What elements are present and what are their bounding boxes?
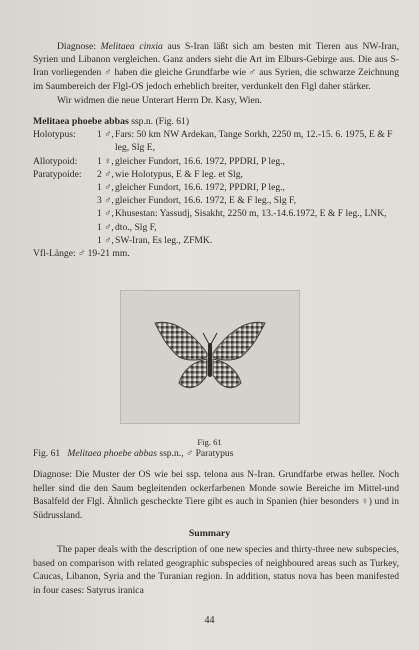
intro-diagnose-text: aus S-Iran läßt sich am besten mit Tieren aus NW-Iran, Syrien und Libanon vergleichen. Ganz anders sieht die Art im Elburs-Gebirge aus. Die aus S-Iran vorliegenden ♂ haben die gleiche Grundfarbe wie ♂ aus Syrien, die schwarze Zeichnung im Saumbereich der Flgl-OS jedoch erheblich breiter, verdunkelt den Flgl daher stärker. — [33, 41, 399, 92]
type-row-label: Allotypoid: — [33, 155, 78, 167]
type-row-text: SW-Iran, Es leg., ZFMK. — [115, 234, 213, 246]
butterfly-illustration — [121, 291, 299, 423]
type-row-count: 1 ♂, — [97, 182, 114, 194]
type-row-count: 1 ♂, — [97, 221, 114, 233]
type-table — [33, 128, 399, 247]
type-row-text: gleicher Fundort, 16.6. 1972, PPDRI, P leg., — [115, 182, 285, 194]
type-row-text: dto., Slg F, — [115, 221, 157, 233]
type-row — [33, 168, 399, 181]
type-row-label — [33, 194, 97, 207]
type-row-text: gleicher Fundort, 16.6. 1972, PPDRI, P leg., — [115, 155, 285, 167]
type-row-text: Fars: 50 km NW Ardekan, Tange Sorkh, 2250 m, 12.-15. 6. 1975, E & F leg, Slg E, — [115, 129, 393, 154]
summary-title: Summary — [188, 528, 231, 539]
summary-text: The paper deals with the description of one new species and thirty-three new subspecies, based on comparison with related geographic subspecies of neighboured areas such as Turkey, Caucas, Libanon, Syria and the Turanian region. In addition, status nova has been manifested in four cases: Satyrus iranica — [33, 544, 399, 596]
type-row-label: Paratypoide: — [33, 168, 82, 180]
figure-label: Fig. 61 — [197, 437, 222, 447]
figure-caption — [33, 448, 399, 459]
intro-diagnose — [33, 40, 399, 93]
vfl-length: Vfl-Länge: ♂ 19-21 mm. — [33, 248, 130, 260]
type-row-text: wie Holotypus, E & F leg. et Slg, — [115, 168, 243, 180]
type-row — [33, 128, 399, 154]
caption-prefix: Fig. 61 — [33, 448, 61, 459]
diagnose-paragraph: Diagnose: Die Muster der OS wie bei ssp. telona aus N-Iran. Grundfarbe etwas heller. Noch heller sind die den Saum begleitenden ockerfarbenen Monde sowie Bereiche im Mittel-und Basalfeld der Flgl. Ähnlich gescheckte Tiere gibt es auch in Spanien (hier besonders ♀) und in Südrussland. — [33, 469, 399, 521]
caption-rest: ssp.n., ♂ Paratypus — [159, 448, 234, 459]
intro-dedication: Wir widmen die neue Unterart Herrn Dr. Kasy, Wien. — [57, 94, 262, 106]
intro-block — [33, 40, 399, 260]
type-row-count: 3 ♂, — [97, 195, 114, 207]
type-row-label: Holotypus: — [33, 129, 76, 141]
type-row-label — [33, 181, 97, 194]
type-row — [33, 207, 399, 220]
type-row-count: 1 ♂, — [97, 129, 114, 141]
type-row-text: Khusestan: Yassudj, Sisakht, 2250 m, 13.-14.6.1972, E & F leg., LNK, — [115, 208, 387, 220]
type-row — [33, 181, 399, 194]
butterfly-photo — [120, 290, 300, 424]
intro-diagnose-species: Melitaea cinxia — [100, 41, 163, 52]
type-row-label — [33, 234, 97, 247]
type-row-count: 1 ♂, — [97, 234, 114, 246]
type-row-count: 1 ♀, — [97, 155, 114, 167]
type-row — [33, 234, 399, 247]
type-row-count: 2 ♂, — [97, 168, 114, 180]
type-row — [33, 155, 399, 168]
type-row — [33, 221, 399, 234]
caption-species: Melitaea phoebe abbas — [67, 448, 157, 459]
taxon-heading — [33, 115, 399, 128]
type-row-label — [33, 221, 97, 234]
type-row-label — [33, 207, 97, 220]
type-row — [33, 194, 399, 207]
taxon-suffix: ssp.n. (Fig. 61) — [131, 116, 190, 128]
intro-diagnose-label: Diagnose: — [57, 41, 96, 52]
page-number: 44 — [204, 615, 215, 626]
type-row-text: gleicher Fundort, 16.6. 1972, E & F leg., Slg F, — [115, 195, 296, 207]
type-row-count: 1 ♂, — [97, 208, 114, 220]
taxon-name: Melitaea phoebe abbas — [33, 116, 129, 128]
